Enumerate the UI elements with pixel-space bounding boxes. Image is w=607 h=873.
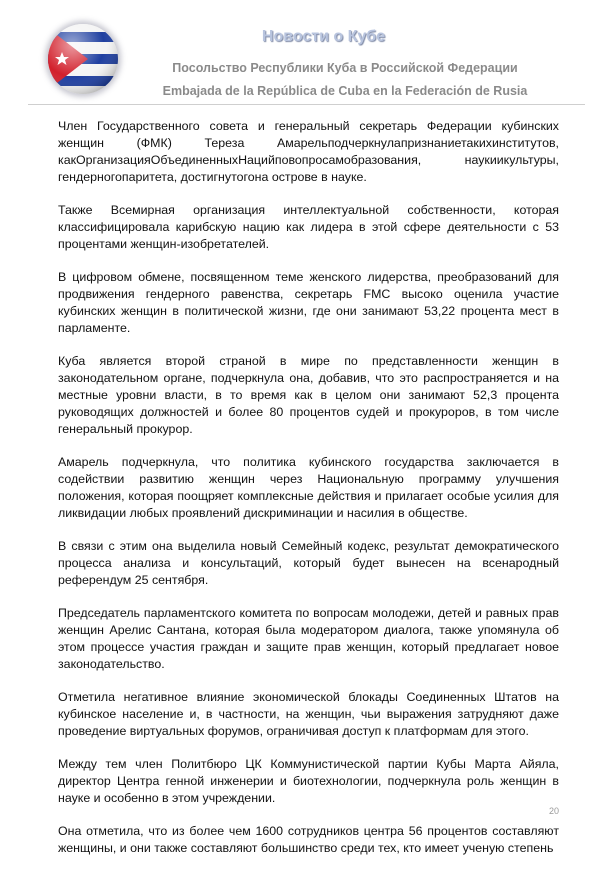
paragraph: Между тем член Политбюро ЦК Коммунистической партии Кубы Марта Айяла, директор Центра генной инженерии и биотехнологии, подчеркнула роль женщин в науке и особенно в этом учреждении. xyxy=(58,757,559,805)
page-number: 20 xyxy=(548,806,559,816)
paragraph: Куба является второй страной в мире по представленности женщин в законодательном органе, подчеркнула она, добавив, что это распространяется и на местные уровни власти, в то время как в целом они занимают 52,3 процента руководящих должностей и более 80 процентов судей и прокуроров, в том числе генеральный прокурор. xyxy=(58,354,559,436)
article-body xyxy=(58,118,559,873)
embassy-name-es: Embajada de la República de Cuba en la Federación de Rusia xyxy=(162,84,528,98)
paragraph: Она отметила, что из более чем 1600 сотрудников центра 56 процентов составляют женщины, и они также составляют большинство среди тех, кто имеет ученую степень xyxy=(58,824,559,855)
embassy-name-ru: Посольство Республики Куба в Российской Федерации xyxy=(172,61,518,75)
paragraph: Председатель парламентского комитета по вопросам молодежи, детей и равных прав женщин Арелис Сантана, которая была модератором диалога, также упомянула об этом процессе участия граждан и защите прав женщин, который предлагает новое законодательство. xyxy=(58,606,559,671)
paragraph: В связи с этим она выделила новый Семейный кодекс, результат демократического процесса анализа и консультаций, который будет вынесен на всенародный референдум 25 сентября. xyxy=(58,539,559,587)
paragraph: Отметила негативное влияние экономической блокады Соединенных Штатов на кубинское население и, в частности, на женщин, чьи выражения затрудняют даже проведение виртуальных форумов, ограничивая доступ к платформам для этого. xyxy=(58,690,559,738)
header-divider xyxy=(28,104,585,105)
paragraph: Член Государственного совета и генеральный секретарь Федерации кубинских женщин (ФМК) Тереза Амарельподчеркнулапризнаниетакихинститутов, какОрганизацияОбъединенныхНацийповопросамобразования, наукиикультуры, гендерногопаритета, достигнутогона острове в науке. xyxy=(58,119,559,184)
paragraph: Амарель подчеркнула, что политика кубинского государства заключается в содействии развитию женщин через Национальную программу улучшения положения, которая поощряет комплексные действия и прилагает особые усилия для ликвидации любых проявлений дискриминации и насилия в обществе. xyxy=(58,455,559,520)
paragraph: В цифровом обмене, посвященном теме женского лидерства, преобразований для продвижения гендерного равенства, секретарь FMC высоко оценила участие кубинских женщин в политической жизни, где они занимают 53,22 процента мест в парламенте. xyxy=(58,270,559,335)
paragraph: Также Всемирная организация интеллектуальной собственности, которая классифицировала карибскую нацию как лидера в этой сфере деятельности с 53 процентами женщин-изобретателей. xyxy=(58,203,559,251)
header-title: Новости о Кубе xyxy=(261,28,386,45)
